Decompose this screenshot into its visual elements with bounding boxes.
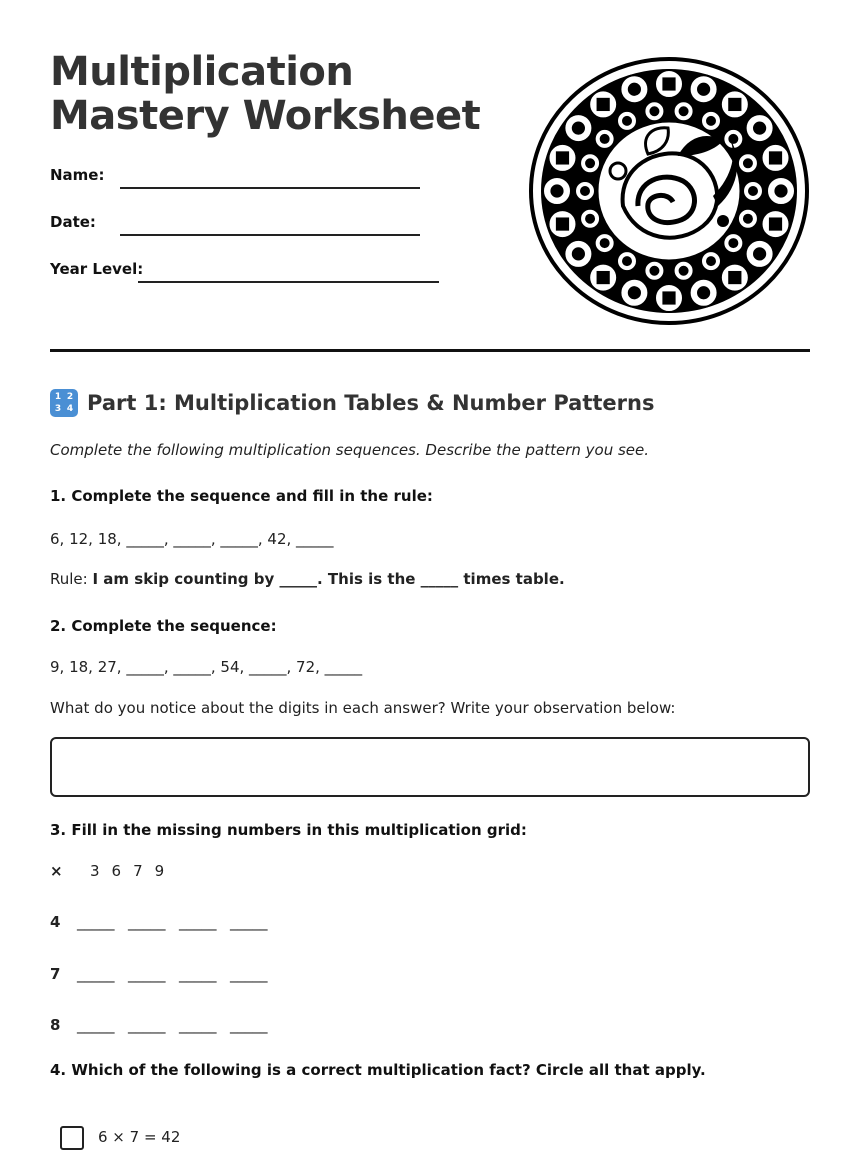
grid-cell-blank[interactable]: _____	[128, 965, 166, 983]
grid-cell-blank[interactable]: _____	[230, 965, 268, 983]
q2-prompt: What do you notice about the digits in each answer? Write your observation below:	[50, 699, 676, 717]
part1-instructions: Complete the following multiplication sequences. Describe the pattern you see.	[50, 441, 650, 459]
grid-row-label: 4	[50, 913, 61, 931]
grid-row-label: 8	[50, 1016, 61, 1034]
q3-heading: 3. Fill in the missing numbers in this multiplication grid:	[50, 821, 527, 839]
year-level-line[interactable]	[138, 281, 439, 283]
year-level-label: Year Level:	[50, 260, 144, 278]
section-divider	[50, 349, 810, 352]
q1-heading: 1. Complete the sequence and fill in the rule:	[50, 487, 433, 505]
option-checkbox[interactable]	[60, 1126, 84, 1150]
grid-cell-blank[interactable]: _____	[128, 913, 166, 931]
grid-row-label: 7	[50, 965, 61, 983]
worksheet-title: Multiplication Mastery Worksheet	[50, 49, 481, 139]
observation-answer-box[interactable]	[50, 737, 810, 797]
grid-corner: ×	[50, 862, 63, 880]
grid-header-row	[50, 862, 176, 880]
grid-cell-blank[interactable]: _____	[128, 1016, 166, 1034]
grid-cell-blank[interactable]: _____	[77, 1016, 115, 1034]
part1-title: Part 1: Multiplication Tables & Number Patterns	[87, 391, 655, 415]
grid-col-header: 7	[133, 862, 143, 880]
grid-cell-blank[interactable]: _____	[230, 1016, 268, 1034]
grid-col-header: 6	[111, 862, 122, 880]
grid-cell-blank[interactable]: _____	[77, 913, 115, 931]
part1-heading	[50, 389, 654, 417]
grid-row	[50, 965, 281, 983]
q1-rule-prefix: Rule:	[50, 570, 93, 588]
grid-row	[50, 913, 281, 931]
grid-col-header: 9	[154, 862, 165, 880]
grid-cell-blank[interactable]: _____	[179, 965, 217, 983]
grid-cell-blank[interactable]: _____	[179, 1016, 217, 1034]
q1-sequence[interactable]: 6, 12, 18, _____, _____, _____, 42, _____	[50, 530, 334, 548]
date-line[interactable]	[120, 234, 420, 236]
option-label: 6 × 7 = 42	[98, 1128, 181, 1146]
q2-sequence[interactable]: 9, 18, 27, _____, _____, 54, _____, 72, _____	[50, 658, 363, 676]
name-label: Name:	[50, 166, 105, 184]
grid-col-header: 3	[90, 862, 100, 880]
grid-cell-blank[interactable]: _____	[179, 913, 217, 931]
numbers-icon: 1 2 3 4	[50, 389, 78, 417]
q1-rule	[50, 570, 565, 588]
grid-cell-blank[interactable]: _____	[230, 913, 268, 931]
mandala-illustration	[528, 56, 810, 326]
grid-row	[50, 1016, 281, 1034]
q1-rule-text[interactable]: I am skip counting by _____. This is the _____ times table.	[92, 570, 565, 588]
name-line[interactable]	[120, 187, 420, 189]
q4-heading: 4. Which of the following is a correct multiplication fact? Circle all that apply.	[50, 1061, 706, 1079]
date-label: Date:	[50, 213, 96, 231]
grid-cell-blank[interactable]: _____	[77, 965, 115, 983]
q2-heading: 2. Complete the sequence:	[50, 617, 277, 635]
